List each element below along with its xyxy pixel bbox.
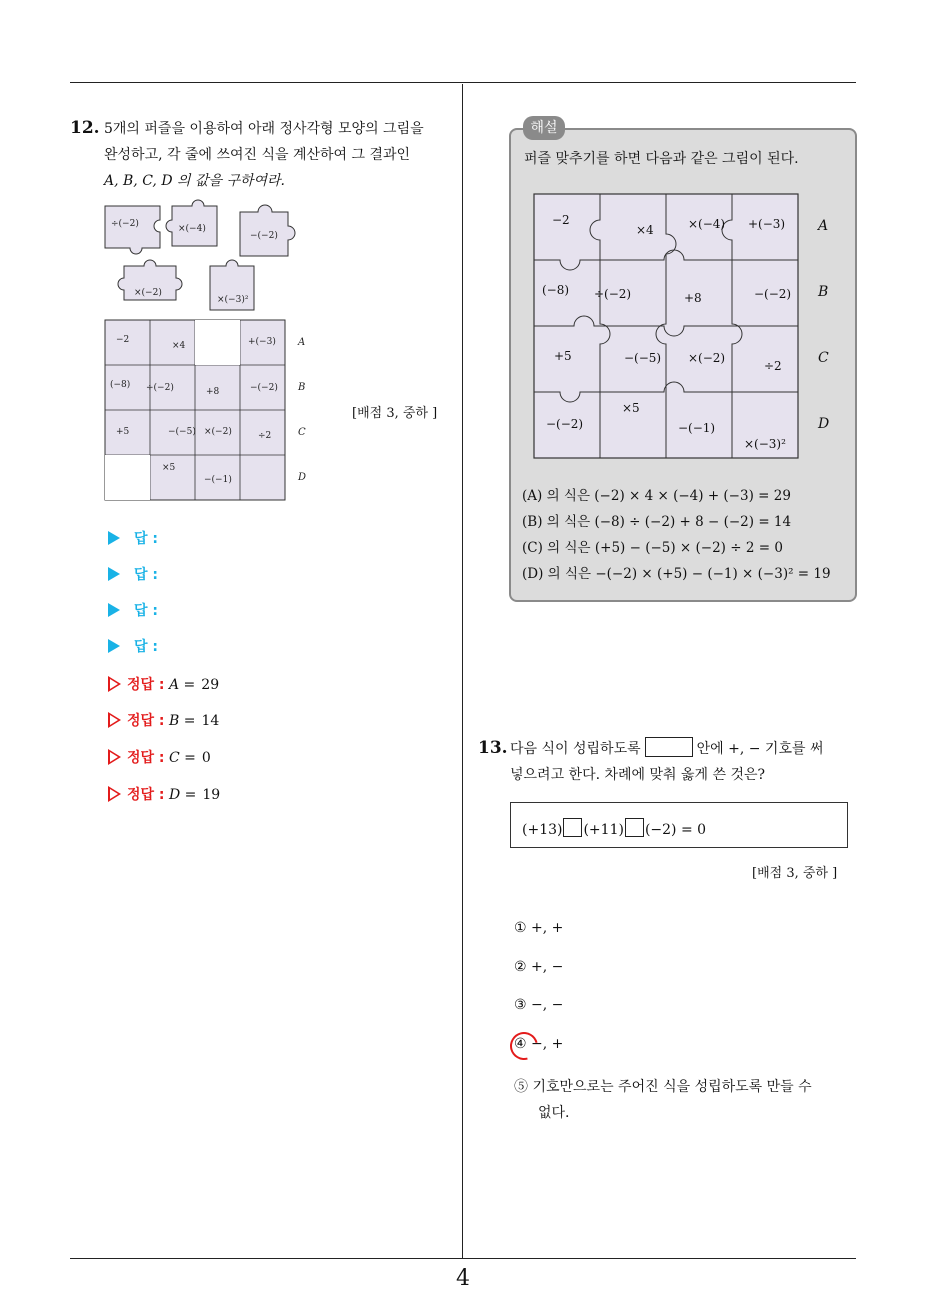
sol-B-3: +8 [684,291,702,305]
choice-4[interactable]: ④ −, + [514,1036,564,1052]
solution-tag: 해설 [523,116,565,140]
answer-blank-2[interactable]: 답 : [108,564,158,584]
loose-label-1: ÷(−2) [111,219,139,229]
sol-A-3: ×(−4) [688,217,726,231]
grid-label-11: ÷2 [258,431,272,441]
sol-B-2: ÷(−2) [594,287,632,301]
solution-line-C: (C) 의 식은 (+5) − (−5) × (−2) ÷ 2 = 0 [522,540,783,556]
grid-label-8: +5 [116,427,130,437]
play-icon [108,639,120,653]
sol-D-2: ×5 [622,401,640,415]
loose-piece-mul-neg4 [166,200,217,246]
row-label-A: A [298,337,306,348]
sol-C-4: ÷2 [764,359,782,373]
question-12-text [104,116,424,194]
solution-puzzle-figure [532,192,842,460]
play-icon [108,531,120,545]
bottom-rule [70,1258,856,1259]
sign-box-2[interactable] [625,818,644,837]
question-13-number: 13. [478,738,508,758]
choice-3[interactable]: ③ −, − [514,997,564,1013]
q12-line-1: 5개의 퍼즐을 이용하여 아래 정사각형 모양의 그림을 [104,121,424,137]
answer-blank-3[interactable]: 답 : [108,600,158,620]
question-12-number: 12. [70,118,100,138]
answer-key-A: 정답 : A = 29 [108,674,219,694]
top-rule [70,82,856,83]
column-divider [462,84,463,1258]
q12-line-3: A, B, C, D 의 값을 구하여라. [104,173,286,189]
q12-score: [배점 3, 중하 ] [352,406,438,421]
choice-2[interactable]: ② +, − [514,959,564,975]
sol-B-1: (−8) [542,283,570,297]
play-icon [108,567,120,581]
blank-box [645,737,693,757]
answer-blank-1[interactable]: 답 : [108,528,158,548]
answer-key-D: 정답 : D = 19 [108,784,220,804]
outline-triangle-icon [108,676,121,692]
sol-D-1: −(−2) [546,417,584,431]
outline-triangle-icon [108,786,121,802]
loose-label-3: −(−2) [250,231,278,241]
outline-triangle-icon [108,749,121,765]
grid-label-9: −(−5) [168,427,196,437]
q12-line-2: 완성하고, 각 줄에 쓰여진 식을 계산하여 그 결과인 [104,147,411,163]
q13-score: [배점 3, 중하 ] [752,866,838,881]
row-label-C: C [298,427,306,438]
loose-piece-div-neg2 [105,206,160,254]
sol-B-4: −(−2) [754,287,792,301]
answer-blank-4[interactable]: 답 : [108,636,158,656]
loose-label-5: ×(−3)² [217,295,249,305]
sol-row-label-C: C [818,350,829,366]
sol-D-3: −(−1) [678,421,716,435]
solution-line-A: (A) 의 식은 (−2) × 4 × (−4) + (−3) = 29 [522,488,791,504]
grid-label-1: −2 [116,335,130,345]
sol-D-4: ×(−3)² [744,437,786,451]
grid-label-12: ×5 [162,463,176,473]
choice-1[interactable]: ① +, + [514,920,564,936]
answer-key-C: 정답 : C = 0 [108,747,211,767]
sol-A-4: +(−3) [748,217,786,231]
outline-triangle-icon [108,712,121,728]
q13-text-post: 안에 +, − 기호를 써 [696,741,824,757]
sol-A-2: ×4 [636,223,654,237]
grid-label-10: ×(−2) [204,427,232,437]
solution-intro: 퍼즐 맞추기를 하면 다음과 같은 그림이 된다. [524,151,799,167]
loose-label-4: ×(−2) [134,288,162,298]
choice-5[interactable]: ⑤ 기호만으로는 주어진 식을 성립하도록 만들 수 없다. [514,1079,812,1121]
q13-line-2: 넣으려고 한다. 차례에 맞춰 옳게 쓴 것은? [510,767,766,783]
sol-row-label-D: D [818,416,830,432]
solution-line-D: (D) 의 식은 −(−2) × (+5) − (−1) × (−3)² = 19 [522,566,831,582]
sol-C-1: +5 [554,349,572,363]
grid-label-7: −(−2) [250,383,278,393]
grid-label-13: −(−1) [204,475,232,485]
sol-A-1: −2 [552,213,570,227]
sol-C-2: −(−5) [624,351,662,365]
grid-label-3: +(−3) [248,337,276,347]
solution-line-B: (B) 의 식은 (−8) ÷ (−2) + 8 − (−2) = 14 [522,514,792,530]
loose-label-2: ×(−4) [178,224,206,234]
sol-row-label-A: A [818,218,829,234]
sol-C-3: ×(−2) [688,351,726,365]
row-label-D: D [298,472,307,483]
sol-row-label-B: B [818,284,829,300]
answer-key-B: 정답 : B = 14 [108,710,219,730]
row-label-B: B [298,382,306,393]
grid-label-4: (−8) [110,380,131,390]
grid-label-2: ×4 [172,341,186,351]
grid-label-6: +8 [206,387,220,397]
q12-puzzle-figure [100,194,340,506]
question-13-text [510,736,823,788]
q13-text-pre: 다음 식이 성립하도록 [510,741,641,757]
grid-label-5: ÷(−2) [146,383,174,393]
sign-box-1[interactable] [563,818,582,837]
play-icon [108,603,120,617]
equation-text: (+13) (+11) (−2) = 0 [522,818,706,838]
page-number: 4 [456,1266,470,1291]
